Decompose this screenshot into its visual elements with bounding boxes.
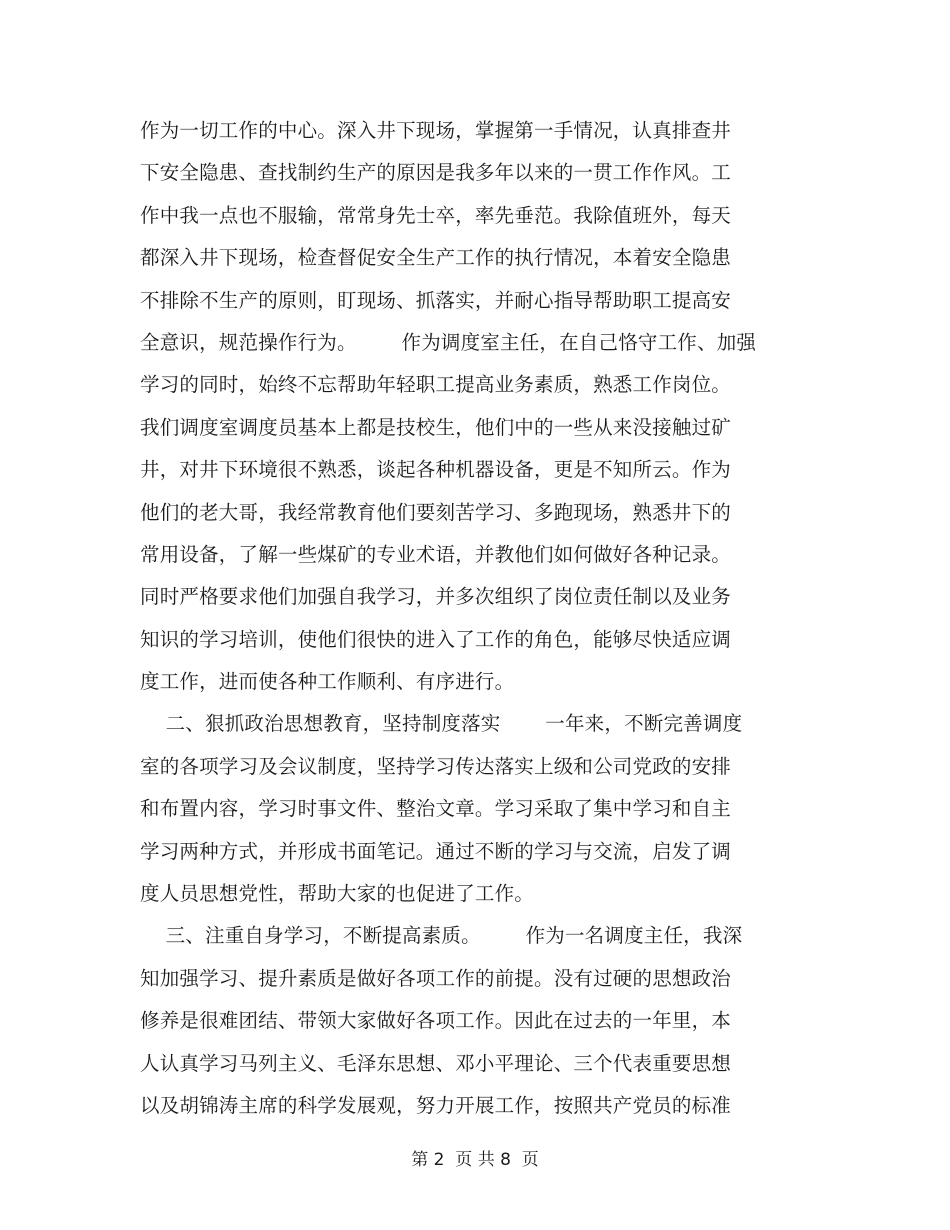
text-line: 学习的同时，始终不忘帮助年轻职工提高业务素质，熟悉工作岗位。 xyxy=(140,373,732,397)
body-text xyxy=(140,110,820,1127)
text-line: 全意识，规范操作行为。 作为调度室主任，在自己恪守工作、加强 xyxy=(140,330,757,354)
text-line: 知加强学习、提升素质是做好各项工作的前提。没有过硬的思想政治 xyxy=(140,966,732,990)
text-line: 度工作，进而使各种工作顺利、有序进行。 xyxy=(140,670,515,694)
text-line: 都深入井下现场，检查督促安全生产工作的执行情况，本着安全隐患 xyxy=(140,246,732,270)
text-line: 学习两种方式，并形成书面笔记。通过不断的学习与交流，启发了调 xyxy=(140,839,732,863)
page-number-footer: 第 2 页 共 8 页 xyxy=(411,1150,539,1170)
text-line: 室的各项学习及会议制度，坚持学习传达落实上级和公司党政的安排 xyxy=(140,754,732,778)
text-line: 知识的学习培训，使他们很快的进入了工作的角色，能够尽快适应调 xyxy=(140,627,732,651)
text-line: 同时严格要求他们加强自我学习，并多次组织了岗位责任制以及业务 xyxy=(140,585,732,609)
text-line: 常用设备，了解一些煤矿的专业术语，并教他们如何做好各种记录。 xyxy=(140,542,732,566)
text-line: 作中我一点也不服输，常常身先士卒，率先垂范。我除值班外，每天 xyxy=(140,203,732,227)
text-line: 人认真学习马列主义、毛泽东思想、邓小平理论、三个代表重要思想 xyxy=(140,1051,732,1075)
text-line: 修养是很难团结、带领大家做好各项工作。因此在过去的一年里，本 xyxy=(140,1009,732,1033)
section-heading-line: 二、狠抓政治思想教育，坚持制度落实 一年来，不断完善调度 xyxy=(140,712,743,736)
text-line: 和布置内容，学习时事文件、整治文章。学习采取了集中学习和自主 xyxy=(140,797,732,821)
text-line: 不排除不生产的原则，盯现场、抓落实，并耐心指导帮助职工提高安 xyxy=(140,288,732,312)
text-line: 我们调度室调度员基本上都是技校生，他们中的一些从来没接触过矿 xyxy=(140,415,732,439)
text-line: 他们的老大哥，我经常教育他们要刻苦学习、多跑现场，熟悉井下的 xyxy=(140,500,732,524)
text-line: 以及胡锦涛主席的科学发展观，努力开展工作，按照共产党员的标准 xyxy=(140,1093,732,1117)
text-line: 作为一切工作的中心。深入井下现场，掌握第一手情况，认真排查井 xyxy=(140,119,732,142)
text-line: 井，对井下环境很不熟悉，谈起各种机器设备，更是不知所云。作为 xyxy=(140,458,732,482)
section-heading-line: 三、注重自身学习，不断提高素质。 作为一名调度主任，我深 xyxy=(140,924,743,948)
text-line: 下安全隐患、查找制约生产的原因是我多年以来的一贯工作作风。工 xyxy=(140,161,732,185)
text-line: 度人员思想党性，帮助大家的也促进了工作。 xyxy=(140,882,535,906)
